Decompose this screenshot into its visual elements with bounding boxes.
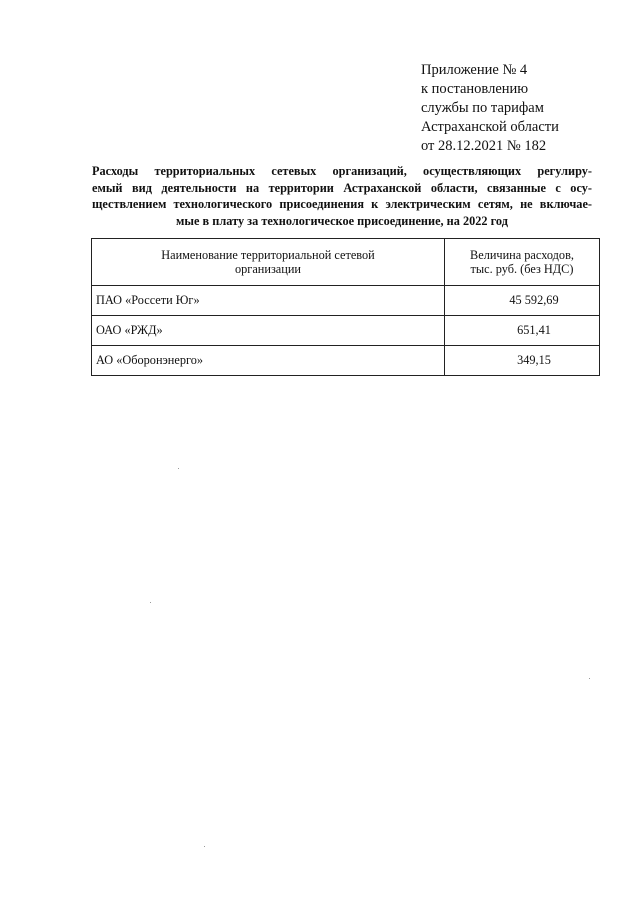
appendix-line: Приложение № 4: [421, 62, 528, 78]
title-line: мые в плату за технологическое присоединение, на 2022 год: [176, 213, 508, 228]
scan-speck: [178, 468, 179, 469]
header-organization-name: [92, 239, 445, 286]
appendix-line: службы по тарифам: [421, 100, 544, 116]
title-line: Расходы территориальных сетевых организаций, осуществляющих регулиру-: [92, 164, 592, 178]
appendix-line: к постановлению: [421, 81, 529, 97]
appendix-line: от 28.12.2021 № 182: [421, 138, 547, 154]
scan-speck: [204, 846, 205, 847]
header-value-line: Величина расходов,: [470, 248, 574, 262]
organization-name-cell: ОАО «РЖД»: [92, 316, 445, 346]
document-title: [92, 163, 592, 229]
table-row: [92, 346, 600, 376]
expense-value-cell: 349,15: [445, 346, 600, 376]
appendix-block: [421, 61, 559, 156]
header-name-line: организации: [234, 262, 302, 276]
costs-table: [91, 238, 600, 376]
scan-speck: [150, 602, 151, 603]
title-line: емый вид деятельности на территории Астраханской области, связанные с осу-: [92, 180, 592, 195]
expense-value-cell: 45 592,69: [445, 286, 600, 316]
organization-name-cell: ПАО «Россети Юг»: [92, 286, 445, 316]
expense-value-cell: 651,41: [445, 316, 600, 346]
header-value-line: тыс. руб. (без НДС): [470, 262, 574, 276]
scan-speck: [589, 678, 590, 679]
appendix-line: Астраханской области: [421, 119, 559, 135]
header-expense-value: [445, 239, 600, 286]
organization-name-cell: АО «Оборонэнерго»: [92, 346, 445, 376]
header-name-line: Наименование территориальной сетевой: [161, 248, 375, 262]
table-row: [92, 286, 600, 316]
table-row: [92, 316, 600, 346]
title-line: ществлением технологического присоединения к электрическим сетям, не включае-: [92, 197, 592, 211]
table-header-row: [92, 239, 600, 286]
